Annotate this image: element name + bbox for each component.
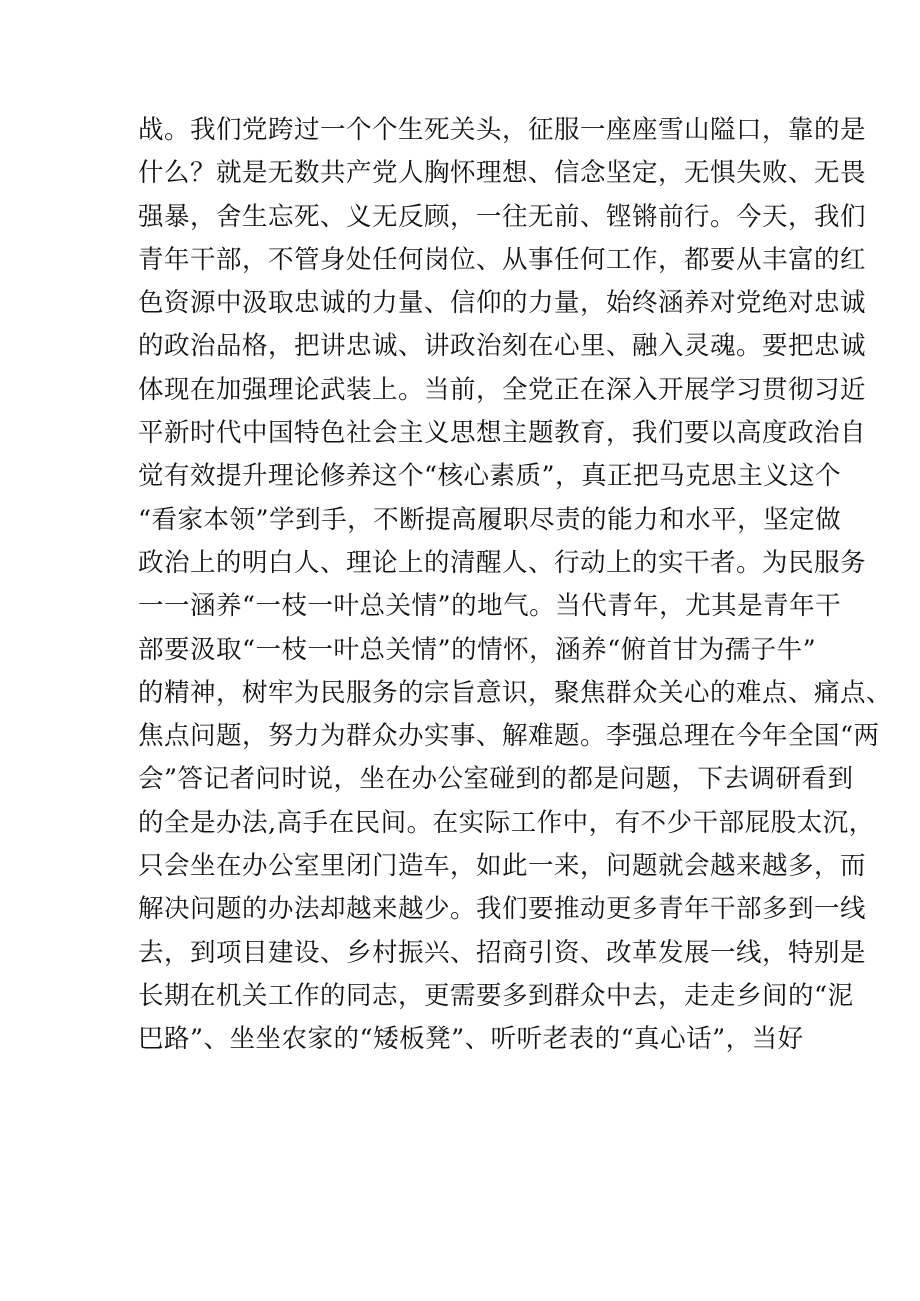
text-line: 色资源中汲取忠诚的力量、信仰的力量，始终涵养对党绝对忠诚 bbox=[138, 288, 867, 319]
text-line: 的全是办法,高手在民间。在实际工作中，有不少干部屁股太沉， bbox=[138, 807, 875, 838]
text-line: 解决问题的办法却越来越少。我们要推动更多青年干部多到一线 bbox=[138, 894, 867, 925]
text-line: 只会坐在办公室里闭门造车，如此一来，问题就会越来越多，而 bbox=[138, 851, 867, 882]
text-line: 一一涵养“一枝一叶总关情”的地气。当代青年，尤其是青年干 bbox=[138, 591, 842, 622]
text-line: 什么？就是无数共产党人胸怀理想、信念坚定，无惧失败、无畏 bbox=[138, 158, 867, 189]
text-line: “看家本领”学到手，不断提高履职尽责的能力和水平，坚定做 bbox=[138, 504, 842, 535]
text-line: 战。我们党跨过一个个生死关头，征服一座座雪山隘口，靠的是 bbox=[138, 115, 867, 145]
text-line: 会”答记者问时说，坐在办公室碰到的都是问题，下去调研看到 bbox=[138, 764, 854, 795]
text-line: 的精神，树牢为民服务的宗旨意识，聚焦群众关心的难点、痛点、 bbox=[138, 677, 893, 708]
text-line: 的政治品格，把讲忠诚、讲政治刻在心里、融入灵魂。要把忠诚 bbox=[138, 331, 867, 362]
body-text bbox=[138, 109, 893, 1062]
text-line: 长期在机关工作的同志，更需要多到群众中去，走走乡间的“泥 bbox=[138, 980, 854, 1011]
text-line: 体现在加强理论武装上。当前，全党正在深入开展学习贯彻习近 bbox=[138, 374, 867, 405]
text-line: 强暴，舍生忘死、义无反顾，一往无前、铿锵前行。今天，我们 bbox=[138, 201, 867, 232]
text-line: 政治上的明白人、理论上的清醒人、行动上的实干者。为民服务 bbox=[138, 547, 867, 578]
text-line: 巴路”、坐坐农家的“矮板凳”、听听老表的“真心话”，当好 bbox=[138, 1024, 804, 1055]
text-line: 焦点问题，努力为群众办实事、解难题。李强总理在今年全国“两 bbox=[138, 721, 880, 752]
text-line: 觉有效提升理论修养这个“核心素质”，真正把马克思主义这个 bbox=[138, 461, 842, 492]
text-line: 平新时代中国特色社会主义思想主题教育，我们要以高度政治自 bbox=[138, 418, 867, 449]
text-line: 青年干部，不管身处任何岗位、从事任何工作，都要从丰富的红 bbox=[138, 244, 867, 275]
text-line: 去，到项目建设、乡村振兴、招商引资、改革发展一线，特别是 bbox=[138, 937, 867, 968]
text-line: 部要汲取“一枝一叶总关情”的情怀，涵养“俯首甘为孺子牛” bbox=[138, 634, 817, 665]
